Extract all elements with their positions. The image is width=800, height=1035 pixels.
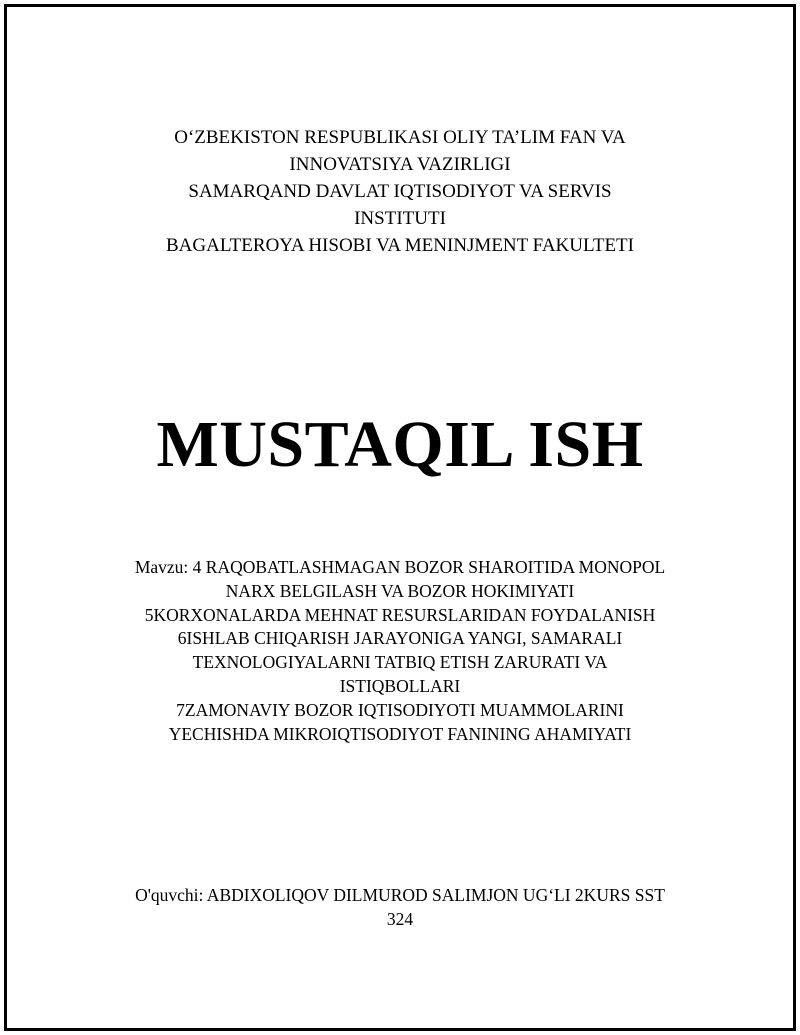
topic-line: NARX BELGILASH VA BOZOR HOKIMIYATI	[225, 580, 575, 601]
student-line: 324	[386, 909, 414, 929]
document-title: MUSTAQIL ISH	[156, 408, 644, 481]
topic-line: 6ISHLAB CHIQARISH JARAYONIGA YANGI, SAMARALI	[177, 628, 623, 649]
topic-line: 5KORXONALARDA MEHNAT RESURSLARIDAN FOYDALANISH	[144, 604, 656, 625]
topic-line: 7ZAMONAVIY BOZOR IQTISODIYOTI MUAMMOLARINI	[176, 699, 624, 720]
student-line: O'quvchi: ABDIXOLIQOV DILMUROD SALIMJON UG‘LI 2KURS SST	[135, 885, 665, 905]
header-line: INNOVATSIYA VAZIRLIGI	[289, 154, 511, 175]
institution-header	[0, 124, 800, 259]
topic-line: YECHISHDA MIKROIQTISODIYOT FANINING AHAMIYATI	[168, 723, 632, 744]
topic-line: ISTIQBOLLARI	[339, 675, 461, 696]
header-line: SAMARQAND DAVLAT IQTISODIYOT VA SERVIS	[188, 181, 612, 202]
header-line: BAGALTEROYA HISOBI VA MENINJMENT FAKULTETI	[165, 235, 634, 256]
header-line: O‘ZBEKISTON RESPUBLIKASI OLIY TA’LIM FAN VA	[174, 127, 626, 148]
topic-line: TEXNOLOGIYALARNI TATBIQ ETISH ZARURATI VA	[192, 652, 608, 673]
student-info	[0, 883, 800, 931]
topics-block	[0, 556, 800, 746]
header-line: INSTITUTI	[354, 208, 446, 229]
topic-line: Mavzu: 4 RAQOBATLASHMAGAN BOZOR SHAROITIDA MONOPOL	[134, 557, 666, 577]
